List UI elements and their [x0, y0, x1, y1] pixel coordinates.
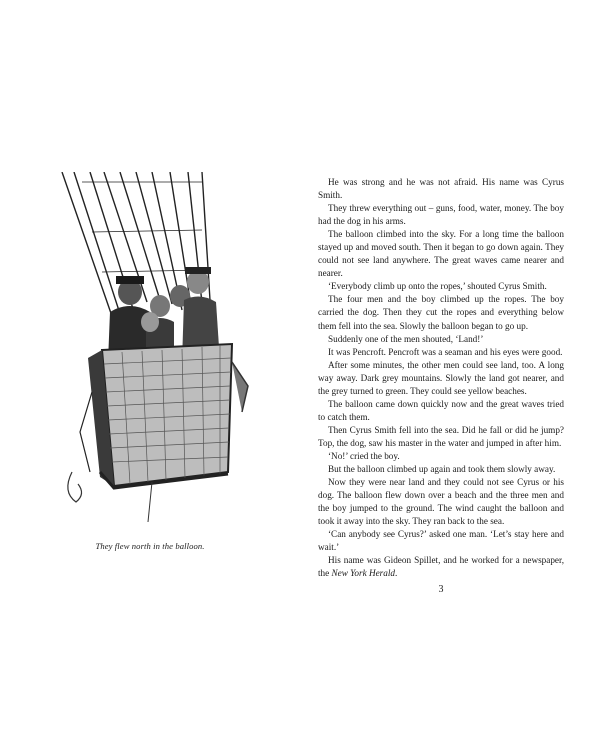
page-number: 3	[438, 584, 444, 595]
paragraph: ‘Everybody climb up onto the ropes,’ shouted Cyrus Smith.	[328, 281, 547, 292]
paragraph: The four men and the boy climbed up the ropes. The boy carried the dog. Then they cut the ropes and everything below them fell into the sea. Slowly the balloon began to go up.	[318, 294, 564, 331]
paragraph: Then Cyrus Smith fell into the sea. Did he fall or did he jump? Top, the dog, saw his master in the water and jumped in after him.	[318, 424, 564, 448]
balloon-basket-drawing	[52, 172, 252, 532]
paragraph: But the balloon climbed up again and took them slowly away.	[328, 464, 556, 475]
newspaper-name: New York Herald	[331, 568, 395, 579]
wicker-basket	[68, 344, 248, 522]
paragraph: Suddenly one of the men shouted, ‘Land!’	[328, 333, 484, 344]
paragraph: They threw everything out – guns, food, water, money. The boy had the dog in his arms.	[318, 203, 564, 227]
paragraph: It was Pencroft. Pencroft was a seaman and his eyes were good.	[328, 346, 563, 357]
paragraph: Now they were near land and they could not see Cyrus or his dog. The balloon flew down over a beach and the three men and the boy jumped to the ground. The wind caught the balloon and took it away into the sky. They ran back to the sea.	[318, 477, 564, 527]
paragraph-last	[318, 554, 564, 580]
text-run: .	[395, 568, 398, 579]
story-text	[318, 176, 564, 580]
balloon-illustration	[52, 172, 252, 532]
paragraph: ‘Can anybody see Cyrus?’ asked one man. ‘Let’s stay here and wait.’	[318, 529, 564, 553]
illustration-caption: They flew north in the balloon.	[95, 541, 205, 551]
paragraph: The balloon climbed into the sky. For a long time the balloon stayed up and moved south. Then it began to go down again. They could not see land anywhere. The great waves came nearer and nearer.	[318, 229, 564, 279]
paragraph: The balloon came down quickly now and the great waves tried to catch them.	[318, 398, 564, 422]
paragraph: After some minutes, the other men could see land, too. A long way away. Dark grey mountains. Slowly the land got nearer, and the grey turned to green. They could see yellow beaches.	[318, 359, 564, 396]
paragraph: He was strong and he was not afraid. His name was Cyrus Smith.	[318, 177, 564, 201]
text-run: His name was Gideon Spillet, and he worked for a newspaper, the	[318, 555, 564, 579]
paragraph: ‘No!’ cried the boy.	[328, 450, 400, 461]
